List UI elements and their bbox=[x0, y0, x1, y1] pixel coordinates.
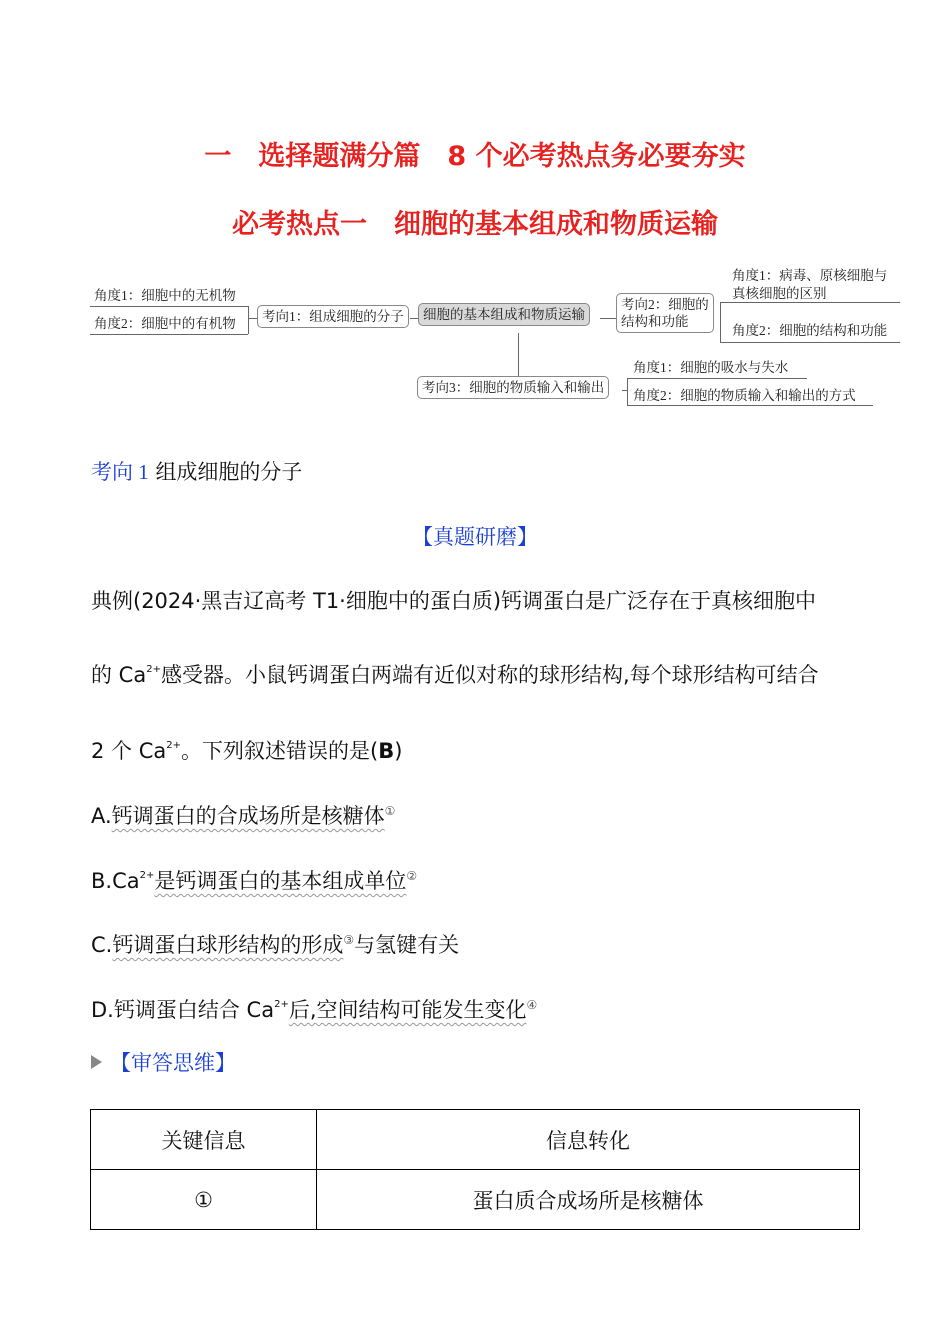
option-b bbox=[91, 865, 417, 895]
mindmap-direction-2-line1: 考向2：细胞的 bbox=[621, 297, 709, 312]
mindmap-angle-1-1: 角度1：细胞中的无机物 bbox=[94, 288, 236, 303]
option-b-prefix: B.Ca bbox=[91, 869, 140, 893]
mindmap-angle-1-2: 角度2：细胞中的有机物 bbox=[94, 316, 236, 331]
question-text-3c: ) bbox=[394, 739, 403, 763]
mindmap-angle-3-2: 角度2：细胞的物质输入和输出的方式 bbox=[633, 388, 856, 403]
table-cell: 蛋白质合成场所是核糖体 bbox=[317, 1170, 860, 1230]
superscript: 2+ bbox=[274, 999, 289, 1010]
section-heading: 必考热点一 细胞的基本组成和物质运输 bbox=[232, 209, 718, 240]
option-c-prefix: C. bbox=[91, 933, 113, 957]
option-c-tail: 与氢键有关 bbox=[354, 933, 460, 957]
mind-map bbox=[0, 0, 950, 420]
mindmap-angle-2-1-line2: 真核细胞的区别 bbox=[732, 286, 827, 301]
real-question-heading: 【真题研磨】 bbox=[412, 525, 538, 549]
mindmap-direction-2 bbox=[616, 293, 714, 333]
thinking-heading bbox=[91, 1047, 236, 1077]
option-c bbox=[91, 929, 459, 959]
question-line-1 bbox=[91, 585, 816, 615]
page-title: 一 选择题满分篇 8 个必考热点务必要夯实 bbox=[204, 141, 746, 172]
option-d bbox=[91, 994, 537, 1024]
table-header-row bbox=[91, 1110, 860, 1170]
question-text-2b: 感受器。小鼠钙调蛋白两端有近似对称的球形结构,每个球形结构可结合 bbox=[160, 663, 819, 687]
mindmap-angle-2-2: 角度2：细胞的结构和功能 bbox=[732, 323, 888, 338]
info-table bbox=[90, 1109, 860, 1230]
table-header: 信息转化 bbox=[317, 1110, 860, 1170]
option-a-prefix: A. bbox=[91, 804, 112, 828]
thinking-heading-text: 【审答思维】 bbox=[110, 1051, 236, 1075]
direction-heading bbox=[91, 456, 302, 486]
option-d-text2: 后,空间结构可能发生变化 bbox=[288, 998, 527, 1022]
question-text-3b: 。下列叙述错误的是( bbox=[181, 739, 379, 763]
marker-3: ③ bbox=[343, 933, 355, 947]
superscript: 2+ bbox=[146, 664, 161, 675]
table-cell: ① bbox=[91, 1170, 317, 1230]
triangle-icon bbox=[91, 1055, 102, 1069]
marker-1: ① bbox=[384, 804, 396, 818]
option-a-text: 钙调蛋白的合成场所是核糖体 bbox=[111, 804, 385, 828]
mindmap-center: 细胞的基本组成和物质运输 bbox=[418, 303, 590, 326]
option-d-prefix: D. bbox=[91, 998, 114, 1022]
mindmap-angle-3-1: 角度1：细胞的吸水与失水 bbox=[633, 360, 789, 375]
option-d-text1: 钙调蛋白结合 Ca bbox=[113, 998, 275, 1022]
question-text-2a: 的 Ca bbox=[91, 663, 147, 687]
question-text-3a: 2 个 Ca bbox=[91, 739, 167, 763]
marker-2: ② bbox=[406, 869, 418, 883]
mindmap-direction-2-line2: 结构和功能 bbox=[621, 314, 689, 329]
marker-4: ④ bbox=[526, 998, 538, 1012]
option-b-text: 是钙调蛋白的基本组成单位 bbox=[154, 869, 407, 893]
superscript: 2+ bbox=[166, 740, 181, 751]
table-header: 关键信息 bbox=[91, 1110, 317, 1170]
mindmap-angle-2-1-line1: 角度1：病毒、原核细胞与 bbox=[732, 268, 888, 283]
answer: B bbox=[378, 739, 395, 763]
question-text-1: 典例(2024·黑吉辽高考 T1·细胞中的蛋白质)钙调蛋白是广泛存在于真核细胞中 bbox=[91, 589, 817, 613]
question-line-3 bbox=[91, 735, 402, 765]
mindmap-direction-1: 考向1：组成细胞的分子 bbox=[257, 305, 409, 328]
direction-label: 考向 1 bbox=[91, 460, 149, 484]
question-line-2 bbox=[91, 659, 819, 689]
mindmap-direction-3: 考向3：细胞的物质输入和输出 bbox=[417, 376, 609, 399]
option-a bbox=[91, 800, 395, 830]
table-row bbox=[91, 1170, 860, 1230]
superscript: 2+ bbox=[139, 870, 155, 881]
direction-title: 组成细胞的分子 bbox=[155, 460, 303, 484]
option-c-text: 钙调蛋白球形结构的形成 bbox=[112, 933, 344, 957]
